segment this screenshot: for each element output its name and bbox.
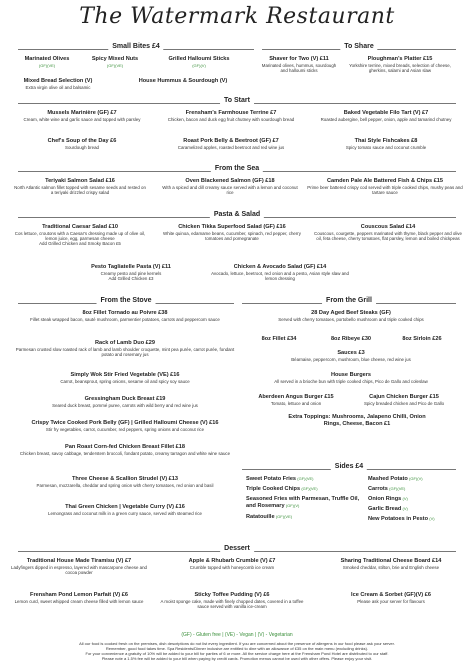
menu-item-duck-breast: Gressingham Duck Breast £19 Seared duck breast, pommé puree, carrots with wild berry and red wine jus bbox=[52, 396, 198, 408]
menu-item-fishcakes: Thai Style Fishcakes £8 Spicy tomato sauce and coconut crumble bbox=[345, 138, 427, 150]
menu-item-sirloin-steak: 8oz Sirloin £26 bbox=[402, 336, 442, 342]
menu-item-filo-tart: Baked Vegetable Filo Tart (V) £7 Roasted aubergine, bell pepper, onion, apple and tamarind chutney bbox=[320, 110, 452, 122]
dessert-ice-cream: Ice Cream & Sorbet (GF)(V) £6 Please ask your server for flavours bbox=[351, 592, 431, 604]
menu-item-thai-curry: Thai Green Chicken | Vegetable Curry (V) £16 Lemongrass and coconut milk in a green curry sauce, served with steamed rice bbox=[48, 504, 202, 516]
menu-item-ribeye-steak: 8oz Ribeye £30 bbox=[330, 336, 372, 342]
menu-item-nuts: Spicy Mixed Nuts (GF)(VE) bbox=[91, 56, 139, 68]
dessert-crumble: Apple & Rhubarb Crumble (V) £7 Crumble topped with honeycomb ice cream bbox=[188, 558, 276, 570]
menu-item-pesto-pasta: Pesto Tagliatelle Pasta (V) £11 Creamy pesto and pine kernels Add Grilled Chicken £3 bbox=[91, 264, 171, 282]
section-from-the-grill: From the Grill bbox=[242, 298, 456, 308]
section-to-share: To Share bbox=[262, 44, 456, 54]
section-label: Small Bites £4 bbox=[108, 43, 163, 50]
menu-item-caesar-salad: Traditional Caesar Salad £10 Cos lettuce, croutons with a Caesar's dressing made up of olive oil, lemon juice, egg, parmesan cheese Add Grilled Chicken and Smoky Bacon £5 bbox=[14, 224, 146, 247]
menu-item-bread: Mixed Bread Selection (V) Extra virgin olive oil and balsamic bbox=[23, 78, 93, 90]
menu-item-chicken-fillet: Pan Roast Corn-fed Chicken Breast Fillet £18 Chicken breast, savoy cabbage, tenderstem broccoli, fondant potato, creamy tarragon and white wine sauce bbox=[19, 444, 231, 456]
menu-item-house-burgers: House Burgers All served in a brioche bun with triple cooked chips, Pico de Gallo and coleslaw bbox=[274, 372, 428, 384]
footer-note-1: All our food is cooked fresh on the premises, dish descriptions do not list every ingredient. If you are concerned about the presence of allergens in our food please ask your server. bbox=[79, 641, 395, 646]
menu-item-mussels: Mussels Marinière (GF) £7 Cream, white wine and garlic sauce and topped with parsley bbox=[23, 110, 141, 122]
section-small-bites bbox=[18, 44, 254, 54]
menu-item-halloumi-sticks: Grilled Halloumi Sticks (GF)(V) bbox=[168, 56, 230, 68]
side-triple-chips: Triple Cooked Chips (GF)(VE) bbox=[246, 486, 318, 492]
menu-item-rack-of-lamb: Rack of Lamb Duo £29 Parmesan crusted slow roasted rack of lamb and lamb shoulder croquette, mint pea purée, carrot purée, fondant potato and rosemary jus bbox=[15, 340, 235, 358]
side-seasoned-fries: Seasoned Fries with Parmesan, Truffle Oil, and Rosemary (GF)(V) bbox=[246, 496, 360, 509]
dessert-cheese-board: Sharing Traditional Cheese Board £14 Smoked cheddar, stilton, brie and English cheese bbox=[340, 558, 442, 570]
side-onion-rings: Onion Rings (V) bbox=[368, 496, 408, 502]
menu-item-blackened-salmon: Oven Blackened Salmon (GF) £18 With a spiced and dill creamy sauce served with a lemon and coconut rice bbox=[162, 178, 298, 196]
dessert-tiramisu: Traditional House Made Tiramisu (V) £7 Ladyfingers dipped in espresso, layered with mascarpone cheese and cocoa powder bbox=[11, 558, 147, 576]
menu-item-fillet-steak: 8oz Fillet £34 bbox=[261, 336, 297, 342]
side-carrots: Carrots (GF)(VE) bbox=[368, 486, 406, 492]
dietary-legend: (GF) - Gluten free | (VE) - Vegan | (V) - Vegetarian bbox=[181, 632, 293, 638]
menu-item-sauces: Sauces £3 Béarnaise, peppercorn, mushroom, blue cheese, red wine jus bbox=[291, 350, 411, 362]
side-garlic-bread: Garlic Bread (V) bbox=[368, 506, 408, 512]
menu-item-angus-burger: Aberdeen Angus Burger £15 Tomato, lettuce and onion bbox=[258, 394, 334, 406]
menu-item-fish-chips: Camden Pale Ale Battered Fish & Chips £15 Prime beer battered crispy cod served with triple cooked chips, mushy peas and tartare sauce bbox=[307, 178, 463, 196]
menu-item-ploughman: Ploughman's Platter £15 Yorkshire terrine, mixed breads, selection of cheese, gherkins, salami and Asian slaw bbox=[349, 56, 451, 74]
side-ratatouille: Ratatouille (GF)(VE) bbox=[246, 514, 293, 520]
section-from-the-stove: From the Stove bbox=[18, 298, 234, 308]
menu-item-extra-toppings: Extra Toppings: Mushrooms, Jalapeno Chilli, Onion Rings, Cheese, Bacon £1 bbox=[288, 414, 426, 427]
menu-item-aged-steaks: 28 Day Aged Beef Steaks (GF) Served with cherry tomatoes, portobello mushroom and triple cooked chips bbox=[278, 310, 424, 322]
menu-item-terrine: Frensham's Farmhouse Terrine £7 Chicken, bacon and duck egg fruit chutney with sourdough bread bbox=[167, 110, 295, 122]
menu-item-crispy-pork: Crispy Twice Cooked Pork Belly (GF) | Grilled Halloumi Cheese (V) £16 Stir fry vegetables, carrot, cucumber, red peppers, spring onions and coconut rice bbox=[31, 420, 219, 432]
section-dessert: Dessert bbox=[18, 546, 456, 556]
menu-item-soup: Chef's Soup of the Day £6 Sourdough bread bbox=[47, 138, 117, 150]
menu-item-teriyaki-salmon: Teriyaki Salmon Salad £16 North Atlantic salmon fillet topped with sesame seeds and rested on a teriyaki drizzled crispy salad bbox=[14, 178, 146, 196]
dessert-lemon-parfait: Frensham Pond Lemon Parfait (V) £6 Lemon curd, sweet whipped cream cheese filled with lemon sauce bbox=[14, 592, 144, 604]
side-sweet-potato-fries: Sweet Potato Fries (GF)(VE) bbox=[246, 476, 314, 482]
menu-item-shaver: Shaver for Two (V) £11 Marinated olives, hummus, sourdough and halloumi sticks bbox=[261, 56, 337, 74]
footer-note-3: For your convenience a gratuity of 10% will be added to your bill for parties of 6 or more. All the service charge here at the Frensham Pond Hotel are distributed to our staff. bbox=[85, 651, 389, 656]
footer-note-2: Remember, good food takes time. Spa Residents/Dinner inclusive are entitled to dine with an allowance of £35 on the main menu (excluding drinks). bbox=[105, 646, 369, 651]
restaurant-title: The Watermark Restaurant bbox=[79, 4, 395, 29]
menu-item-cajun-burger: Cajun Chicken Burger £15 Spicy breaded chicken and Pico de Gallo bbox=[363, 394, 445, 406]
side-mashed-potato: Mashed Potato (GF)(V) bbox=[368, 476, 423, 482]
section-pasta-salad: Pasta & Salad bbox=[18, 212, 456, 222]
section-sides: Sides £4 bbox=[242, 464, 456, 474]
menu-item-tornado: 8oz Fillet Tornado au Poivre £38 Fillet steak wrapped bacon, sauté mushroom, parmentier potatoes, carrots and peppercorn sauce bbox=[30, 310, 220, 322]
section-to-start: To Start bbox=[18, 98, 456, 108]
menu-item-avocado-salad: Chicken & Avocado Salad (GF) £14 Avocado, lettuce, beetroot, red onion and a pesto, Asian style slaw and lemon dressing bbox=[211, 264, 349, 282]
side-new-potatoes: New Potatoes in Pesto (V) bbox=[368, 516, 435, 522]
menu-item-olives: Marinated Olives (GF)(VE) bbox=[24, 56, 70, 68]
menu-item-stir-fry: Simply Wok Stir Fried Vegetable (VE) £16 Carrot, beansprout, spring onions, sesame oil and spicy soy sauce bbox=[60, 372, 190, 384]
section-from-the-sea: From the Sea bbox=[18, 166, 456, 176]
footer-note-4: Please note a 1.5% fee will be added to your bill when paying by credit cards. Promotion menus cannot be used with other offers. Please enjoy your visit. bbox=[101, 656, 373, 661]
menu-item-strudel: Three Cheese & Scallion Strudel (V) £13 Parmesan, mozzarella, cheddar and spring onion with cherry tomatoes, red onion and basil bbox=[36, 476, 214, 488]
menu-item-tikka-salad: Chicken Tikka Superfood Salad (GF) £16 White quinoa, edamame beans, cucumber, spinach, red pepper, cherry tomatoes and pomegranate bbox=[163, 224, 301, 242]
dessert-sticky-toffee: Sticky Toffee Pudding (V) £6 A moist sponge cake, made with finely chopped dates, covered in a toffee sauce served with vanilla ice-cream bbox=[160, 592, 304, 610]
menu-item-pork-belly: Roast Pork Belly & Beetroot (GF) £7 Caramelized apples, roasted beetroot and red wine jus bbox=[177, 138, 285, 150]
menu-item-couscous-salad: Couscous Salad £14 Couscous, courgette, peppers marinated with thyme, black pepper and olive oil, feta cheese, cherry tomatoes, flat parsley, lemon and boiled chickpeas bbox=[314, 224, 462, 242]
menu-item-hummus: House Hummus & Sourdough (V) bbox=[138, 78, 228, 84]
